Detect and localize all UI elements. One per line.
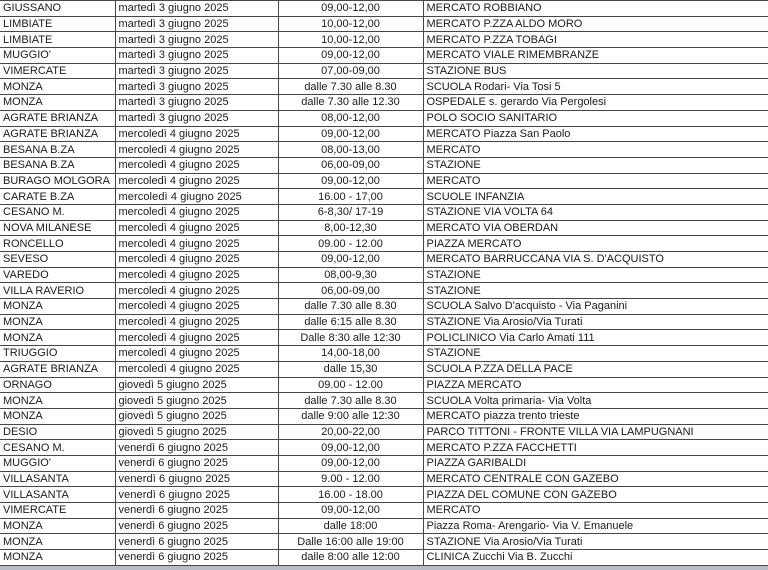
table-row (0, 408, 768, 424)
table-row (0, 471, 768, 487)
table-row (0, 189, 768, 205)
cell-time: dalle 8:00 alle 12:00 (278, 550, 423, 566)
cell-location: Piazza Roma- Arengario- Via V. Emanuele (423, 518, 768, 534)
cell-time: 20,00-22,00 (278, 424, 423, 440)
cell-city: MONZA (0, 330, 115, 346)
cell-city: NOVA MILANESE (0, 220, 115, 236)
cell-city: SEVESO (0, 252, 115, 268)
cell-location: MERCATO Piazza San Paolo (423, 126, 768, 142)
table-row (0, 142, 768, 158)
table-row (0, 424, 768, 440)
cell-time: 09,00-12,00 (278, 440, 423, 456)
cell-time: 9.00 - 12.00 (278, 471, 423, 487)
cell-time: dalle 7.30 alle 8.30 (278, 299, 423, 315)
table-row (0, 48, 768, 64)
cell-time: 09,00-12,00 (278, 1, 423, 17)
cell-time: 09.00 - 12.00 (278, 377, 423, 393)
table-row (0, 299, 768, 315)
cell-time: 09,00-12,00 (278, 503, 423, 519)
cell-city: ORNAGO (0, 377, 115, 393)
table-row (0, 204, 768, 220)
cell-location: OSPEDALE s. gerardo Via Pergolesi (423, 95, 768, 111)
cell-location: PIAZZA GARIBALDI (423, 455, 768, 471)
cell-time: 10,00-12,00 (278, 16, 423, 32)
cell-date: mercoledì 4 giugno 2025 (115, 157, 278, 173)
cell-time: 06,00-09,00 (278, 157, 423, 173)
cell-time: dalle 9:00 alle 12:30 (278, 408, 423, 424)
table-row (0, 455, 768, 471)
table-row (0, 95, 768, 111)
table-row (0, 16, 768, 32)
cell-city: BESANA B.ZA (0, 157, 115, 173)
cell-city: AGRATE BRIANZA (0, 110, 115, 126)
cell-date: mercoledì 4 giugno 2025 (115, 267, 278, 283)
cell-location: STAZIONE VIA VOLTA 64 (423, 204, 768, 220)
cell-date: mercoledì 4 giugno 2025 (115, 330, 278, 346)
cell-location: MERCATO piazza trento trieste (423, 408, 768, 424)
cell-time: Dalle 16:00 alle 19:00 (278, 534, 423, 550)
cell-time: 8,00-12,30 (278, 220, 423, 236)
cell-city: AGRATE BRIANZA (0, 126, 115, 142)
cell-city: MONZA (0, 314, 115, 330)
table-row (0, 440, 768, 456)
cell-location: CLINICA Zucchi Via B. Zucchi (423, 550, 768, 566)
cell-time: 10,00-12,00 (278, 32, 423, 48)
cell-city: CESANO M. (0, 204, 115, 220)
cell-date: venerdì 6 giugno 2025 (115, 471, 278, 487)
page-edge-strip (0, 566, 768, 570)
cell-date: mercoledì 4 giugno 2025 (115, 220, 278, 236)
cell-time: dalle 15,30 (278, 361, 423, 377)
cell-city: GIUSSANO (0, 1, 115, 17)
cell-city: MONZA (0, 534, 115, 550)
cell-city: VAREDO (0, 267, 115, 283)
cell-date: venerdì 6 giugno 2025 (115, 534, 278, 550)
cell-city: VILLA RAVERIO (0, 283, 115, 299)
cell-date: giovedì 5 giugno 2025 (115, 393, 278, 409)
table-row (0, 346, 768, 362)
cell-location: MERCATO VIA OBERDAN (423, 220, 768, 236)
cell-location: SCUOLA P.ZZA DELLA PACE (423, 361, 768, 377)
table-row (0, 534, 768, 550)
cell-date: venerdì 6 giugno 2025 (115, 503, 278, 519)
cell-location: STAZIONE (423, 157, 768, 173)
table-row (0, 487, 768, 503)
cell-date: martedì 3 giugno 2025 (115, 32, 278, 48)
cell-date: mercoledì 4 giugno 2025 (115, 142, 278, 158)
cell-date: martedì 3 giugno 2025 (115, 16, 278, 32)
cell-city: MONZA (0, 95, 115, 111)
table-row (0, 63, 768, 79)
table-row (0, 377, 768, 393)
cell-time: dalle 18:00 (278, 518, 423, 534)
cell-date: venerdì 6 giugno 2025 (115, 518, 278, 534)
cell-time: dalle 6:15 alle 8.30 (278, 314, 423, 330)
cell-location: MERCATO BARRUCCANA VIA S. D'ACQUISTO (423, 252, 768, 268)
cell-time: 6-8,30/ 17-19 (278, 204, 423, 220)
cell-date: martedì 3 giugno 2025 (115, 110, 278, 126)
cell-location: MERCATO (423, 142, 768, 158)
cell-date: venerdì 6 giugno 2025 (115, 440, 278, 456)
cell-location: STAZIONE (423, 267, 768, 283)
cell-location: POLICLINICO Via Carlo Amati 111 (423, 330, 768, 346)
cell-date: mercoledì 4 giugno 2025 (115, 126, 278, 142)
cell-time: 07,00-09,00 (278, 63, 423, 79)
cell-city: MONZA (0, 79, 115, 95)
cell-location: MERCATO VIALE RIMEMBRANZE (423, 48, 768, 64)
cell-location: MERCATO (423, 503, 768, 519)
cell-date: giovedì 5 giugno 2025 (115, 424, 278, 440)
cell-location: SCUOLA Rodari- Via Tosi 5 (423, 79, 768, 95)
cell-city: LIMBIATE (0, 16, 115, 32)
cell-date: mercoledì 4 giugno 2025 (115, 189, 278, 205)
table-row (0, 267, 768, 283)
cell-time: 09.00 - 12.00 (278, 236, 423, 252)
cell-city: MONZA (0, 393, 115, 409)
cell-city: TRIUGGIO (0, 346, 115, 362)
cell-location: STAZIONE Via Arosio/Via Turati (423, 534, 768, 550)
table-row (0, 110, 768, 126)
cell-time: 09,00-12,00 (278, 252, 423, 268)
cell-date: mercoledì 4 giugno 2025 (115, 236, 278, 252)
cell-location: MERCATO P.ZZA FACCHETTI (423, 440, 768, 456)
cell-time: 09,00-12,00 (278, 48, 423, 64)
cell-location: MERCATO ROBBIANO (423, 1, 768, 17)
table-row (0, 330, 768, 346)
cell-time: 08,00-9,30 (278, 267, 423, 283)
cell-location: PIAZZA MERCATO (423, 377, 768, 393)
cell-location: STAZIONE Via Arosio/Via Turati (423, 314, 768, 330)
cell-date: martedì 3 giugno 2025 (115, 79, 278, 95)
cell-time: 09,00-12,00 (278, 126, 423, 142)
cell-location: MERCATO P.ZZA ALDO MORO (423, 16, 768, 32)
cell-city: MUGGIO' (0, 48, 115, 64)
table-row (0, 126, 768, 142)
table-row (0, 550, 768, 566)
cell-date: giovedì 5 giugno 2025 (115, 377, 278, 393)
cell-date: mercoledì 4 giugno 2025 (115, 283, 278, 299)
table-row (0, 361, 768, 377)
cell-time: 08,00-12,00 (278, 110, 423, 126)
cell-date: martedì 3 giugno 2025 (115, 95, 278, 111)
cell-location: STAZIONE (423, 283, 768, 299)
cell-city: MONZA (0, 408, 115, 424)
cell-city: MONZA (0, 299, 115, 315)
table-row (0, 220, 768, 236)
cell-city: RONCELLO (0, 236, 115, 252)
cell-location: POLO SOCIO SANITARIO (423, 110, 768, 126)
table-row (0, 393, 768, 409)
table-row (0, 252, 768, 268)
cell-city: VIMERCATE (0, 63, 115, 79)
cell-date: mercoledì 4 giugno 2025 (115, 299, 278, 315)
cell-city: AGRATE BRIANZA (0, 361, 115, 377)
cell-location: SCUOLE INFANZIA (423, 189, 768, 205)
cell-location: PIAZZA DEL COMUNE CON GAZEBO (423, 487, 768, 503)
cell-time: 06,00-09,00 (278, 283, 423, 299)
cell-date: mercoledì 4 giugno 2025 (115, 346, 278, 362)
cell-city: MUGGIO' (0, 455, 115, 471)
cell-location: MERCATO P.ZZA TOBAGI (423, 32, 768, 48)
cell-date: mercoledì 4 giugno 2025 (115, 361, 278, 377)
cell-city: MONZA (0, 550, 115, 566)
cell-time: dalle 7.30 alle 8.30 (278, 393, 423, 409)
cell-location: SCUOLA Volta primaria- Via Volta (423, 393, 768, 409)
table-row (0, 236, 768, 252)
table-row (0, 173, 768, 189)
cell-location: STAZIONE (423, 346, 768, 362)
cell-city: BESANA B.ZA (0, 142, 115, 158)
cell-location: MERCATO CENTRALE CON GAZEBO (423, 471, 768, 487)
cell-time: 08,00-13,00 (278, 142, 423, 158)
cell-time: dalle 7.30 alle 8.30 (278, 79, 423, 95)
cell-date: mercoledì 4 giugno 2025 (115, 314, 278, 330)
cell-city: DESIO (0, 424, 115, 440)
cell-date: giovedì 5 giugno 2025 (115, 408, 278, 424)
cell-date: martedì 3 giugno 2025 (115, 1, 278, 17)
cell-time: 14,00-18,00 (278, 346, 423, 362)
cell-time: dalle 7.30 alle 12.30 (278, 95, 423, 111)
cell-time: 16.00 - 17,00 (278, 189, 423, 205)
table-row (0, 32, 768, 48)
cell-city: VILLASANTA (0, 487, 115, 503)
cell-city: VIMERCATE (0, 503, 115, 519)
cell-date: mercoledì 4 giugno 2025 (115, 204, 278, 220)
cell-time: 16.00 - 18.00 (278, 487, 423, 503)
cell-time: Dalle 8:30 alle 12:30 (278, 330, 423, 346)
cell-date: martedì 3 giugno 2025 (115, 63, 278, 79)
cell-city: CESANO M. (0, 440, 115, 456)
schedule-table-body (0, 1, 768, 566)
cell-city: VILLASANTA (0, 471, 115, 487)
table-row (0, 518, 768, 534)
cell-city: LIMBIATE (0, 32, 115, 48)
table-row (0, 503, 768, 519)
cell-location: STAZIONE BUS (423, 63, 768, 79)
cell-time: 09,00-12,00 (278, 173, 423, 189)
cell-location: PARCO TITTONI - FRONTE VILLA VIA LAMPUGNANI (423, 424, 768, 440)
table-row (0, 314, 768, 330)
cell-date: martedì 3 giugno 2025 (115, 48, 278, 64)
cell-date: mercoledì 4 giugno 2025 (115, 173, 278, 189)
cell-location: SCUOLA Salvo D'acquisto - Via Paganini (423, 299, 768, 315)
table-row (0, 283, 768, 299)
table-row (0, 1, 768, 17)
cell-date: venerdì 6 giugno 2025 (115, 487, 278, 503)
table-row (0, 157, 768, 173)
cell-city: CARATE B.ZA (0, 189, 115, 205)
cell-time: 09,00-12,00 (278, 455, 423, 471)
cell-city: MONZA (0, 518, 115, 534)
cell-location: MERCATO (423, 173, 768, 189)
cell-date: mercoledì 4 giugno 2025 (115, 252, 278, 268)
cell-date: venerdì 6 giugno 2025 (115, 550, 278, 566)
cell-city: BURAGO MOLGORA (0, 173, 115, 189)
table-row (0, 79, 768, 95)
cell-date: venerdì 6 giugno 2025 (115, 455, 278, 471)
cell-location: PIAZZA MERCATO (423, 236, 768, 252)
